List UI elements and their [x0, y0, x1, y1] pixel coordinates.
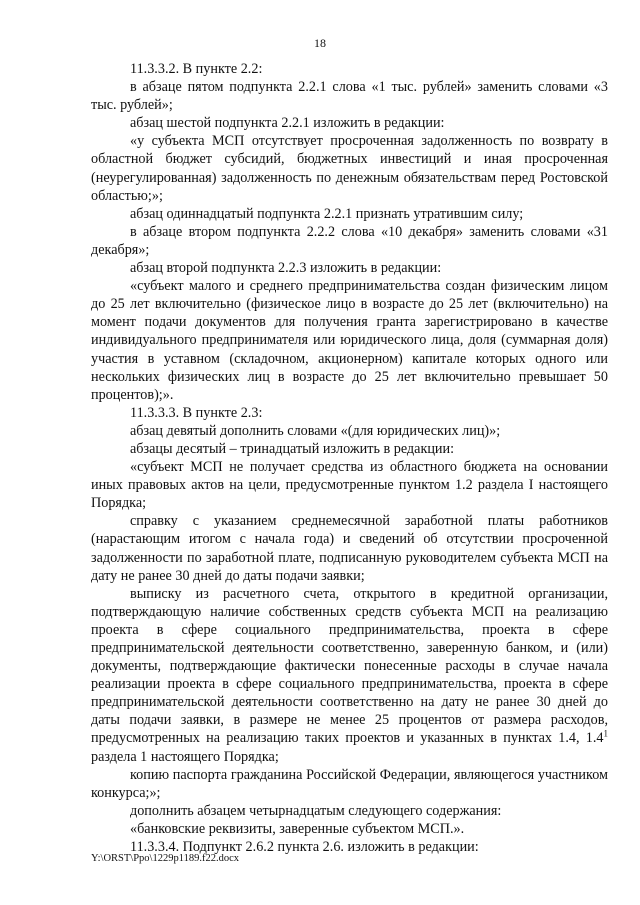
paragraph: справку с указанием среднемесячной заработной платы работников (нарастающим итогом с начала года) и сведений об отсутствии просроченной задолженности по заработной плате, подписанную руководителем субъекта МСП на дату не ранее 30 дней до даты подачи заявки;: [91, 513, 608, 584]
paragraph: 11.3.3.3. В пункте 2.3:: [130, 404, 263, 421]
paragraph: абзацы десятый – тринадцатый изложить в редакции:: [130, 440, 455, 457]
paragraph: абзац шестой подпункта 2.2.1 изложить в редакции:: [130, 115, 445, 132]
page-number: 18: [314, 36, 326, 50]
paragraph: копию паспорта гражданина Российской Федерации, являющегося участником конкурса;»;: [91, 766, 608, 801]
paragraph: «у субъекта МСП отсутствует просроченная задолженность по возврату в областной бюджет субсидий, бюджетных инвестиций и иная просроченная (неурегулированная) задолженность по денежным обязательствам перед Ростовской областью;»;: [91, 133, 608, 204]
document-body: [91, 60, 608, 856]
paragraph: «субъект МСП не получает средства из областного бюджета на основании иных правовых актов на цели, предусмотренные пунктом 1.2 раздела I настоящего Порядка;: [91, 459, 608, 512]
paragraph: «банковские реквизиты, заверенные субъектом МСП.».: [130, 820, 465, 837]
paragraph: абзац одиннадцатый подпункта 2.2.1 признать утратившим силу;: [130, 205, 524, 222]
paragraph: «субъект малого и среднего предпринимательства создан физическим лицом до 25 лет включительно (физическое лицо в возрасте до 25 лет (включительно) на момент подачи документов для получения гранта зарегистрировано в качестве индивидуального предпринимателя или юридического лица, доля (суммарная доля) участия в уставном (складочном, акционерном) капитале которых одного или нескольких физических лиц в возрасте до 25 лет включительно превышает 50 процентов);».: [91, 278, 608, 403]
paragraph: выписку из расчетного счета, открытого в кредитной организации, подтверждающую наличие собственных средств субъекта МСП на реализацию проекта в сфере социального предпринимательства, проекта в сфере предпринимательской деятельности соответственно, заверенную банком, и (или) документы, подтверждающие фактически понесенные расходы в случае начала реализации проекта в сфере социального предпринимательства, проекта в сфере предпринимательской деятельности соответственно на дату не ранее 30 дней до даты подачи заявки, в размере не менее 25 процентов от размера расходов, предусмотренных на реализацию таких проектов и указанных в пунктах 1.4, $1.4^1$ раздела 1 настоящего Порядка;: [91, 585, 608, 765]
paragraph: абзац девятый дополнить словами «(для юридических лиц)»;: [130, 422, 501, 439]
file-path-footer: Y:\ORST\Ppo\1229p1189.f22.docx: [91, 853, 239, 864]
paragraph: 11.3.3.2. В пункте 2.2:: [130, 61, 263, 77]
paragraph: в абзаце втором подпункта 2.2.2 слова «10 декабря» заменить словами «31 декабря»;: [91, 223, 608, 258]
paragraph: дополнить абзацем четырнадцатым следующего содержания:: [130, 802, 502, 819]
paragraph: в абзаце пятом подпункта 2.2.1 слова «1 тыс. рублей» заменить словами «3 тыс. рублей»;: [91, 79, 608, 114]
superscript: 1: [603, 728, 608, 739]
paragraph: абзац второй подпункта 2.2.3 изложить в редакции:: [130, 260, 442, 277]
paragraph: 11.3.3.4. Подпункт 2.6.2 пункта 2.6. изложить в редакции:: [130, 839, 479, 856]
